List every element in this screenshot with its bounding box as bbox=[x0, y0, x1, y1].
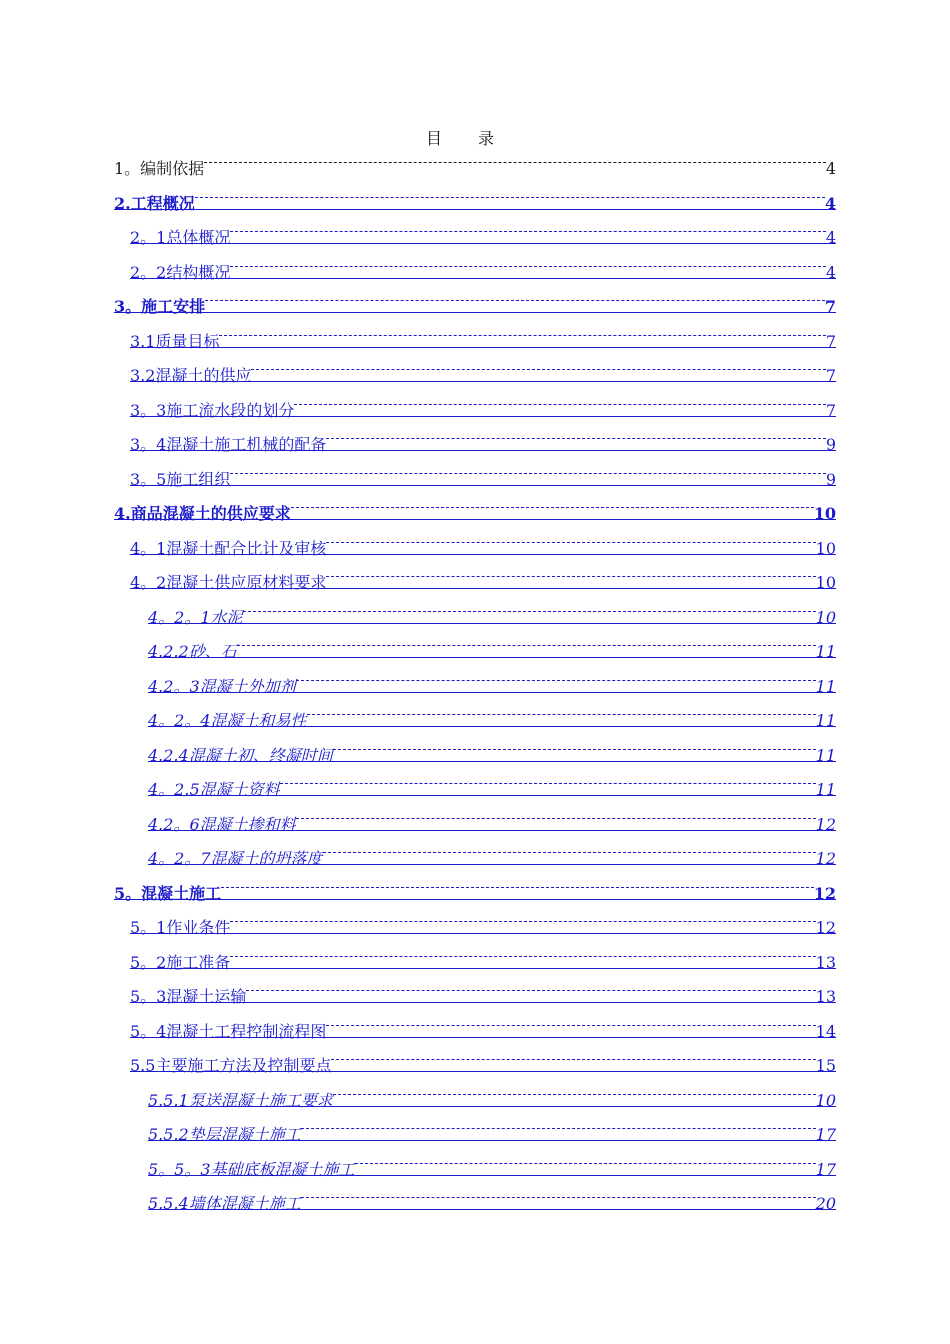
toc-entry-label: 5。2施工准备 bbox=[130, 952, 231, 972]
toc-entry[interactable] bbox=[130, 254, 836, 282]
toc-entry-label: 5.5.4墙体混凝土施工 bbox=[148, 1194, 301, 1213]
toc-entry[interactable] bbox=[148, 840, 836, 868]
toc-entry-label: 1。编制依据 bbox=[114, 159, 205, 178]
toc-leader-line bbox=[296, 668, 816, 692]
toc-entry-label: 5.5.1泵送混凝土施工要求 bbox=[148, 1090, 333, 1110]
toc-entry-label: 4.2。6混凝土掺和料 bbox=[148, 814, 296, 834]
toc-entry-page-number: 11 bbox=[815, 642, 836, 661]
toc-entry[interactable] bbox=[114, 288, 836, 316]
toc-entry-label: 5。3混凝土运输 bbox=[130, 987, 247, 1006]
toc-entry-label: 4.2。3混凝土外加剂 bbox=[148, 676, 296, 696]
toc-entry[interactable] bbox=[148, 1185, 836, 1213]
toc-entry[interactable] bbox=[130, 978, 836, 1006]
toc-entry-page-number: 12 bbox=[813, 883, 836, 903]
toc-leader-line bbox=[230, 254, 825, 278]
toc-entry-page-number: 11 bbox=[815, 676, 836, 696]
toc-entry-label: 2。1总体概况 bbox=[130, 228, 231, 247]
toc-entry-label: 4.2.2砂、石 bbox=[148, 642, 237, 661]
toc-leader-line bbox=[326, 530, 815, 554]
toc-title bbox=[0, 126, 920, 149]
toc-entry-label: 3.1质量目标 bbox=[130, 331, 220, 351]
toc-entry[interactable] bbox=[148, 1151, 836, 1179]
toc-leader-line bbox=[333, 1082, 816, 1106]
toc-leader-line bbox=[355, 1151, 816, 1175]
toc-entry-label: 5.5主要施工方法及控制要点 bbox=[130, 1056, 332, 1075]
toc-entry[interactable] bbox=[130, 426, 836, 454]
toc-entry-label: 4.商品混凝土的供应要求 bbox=[114, 504, 291, 523]
toc-leader-line bbox=[204, 150, 826, 174]
toc-entry-label: 3。5施工组织 bbox=[130, 469, 231, 489]
toc-entry-label: 5。4混凝土工程控制流程图 bbox=[130, 1021, 327, 1041]
toc-leader-line bbox=[323, 840, 816, 864]
toc-entry[interactable] bbox=[130, 530, 836, 558]
toc-entry[interactable] bbox=[130, 323, 836, 351]
toc-leader-line bbox=[243, 599, 816, 623]
toc-entry[interactable] bbox=[148, 599, 836, 627]
toc-entry[interactable] bbox=[114, 495, 836, 523]
toc-leader-line bbox=[326, 564, 815, 588]
toc-entry[interactable] bbox=[130, 461, 836, 489]
toc-entry-label: 4。2混凝土供应原材料要求 bbox=[130, 573, 327, 592]
toc-entry-label: 5。混凝土施工 bbox=[114, 883, 222, 903]
toc-entry-label: 5。5。3基础底板混凝土施工 bbox=[148, 1159, 355, 1179]
toc-leader-line bbox=[331, 1047, 815, 1071]
toc-entry[interactable] bbox=[148, 1082, 836, 1110]
toc-entry[interactable] bbox=[148, 633, 836, 661]
toc-entry-page-number: 12 bbox=[815, 918, 836, 937]
toc-entry-label: 4。2。1水泥 bbox=[148, 607, 243, 627]
toc-entry[interactable] bbox=[148, 806, 836, 834]
toc-entry-page-number: 7 bbox=[825, 400, 836, 420]
toc-entry-page-number: 7 bbox=[825, 366, 836, 385]
toc-entry-page-number: 9 bbox=[825, 435, 836, 454]
toc-entry-page-number: 17 bbox=[815, 1159, 836, 1179]
toc-entry-label: 3。3施工流水段的划分 bbox=[130, 400, 295, 420]
toc-title-left: 目 bbox=[425, 129, 442, 148]
toc-entry-page-number: 14 bbox=[815, 1021, 836, 1041]
toc-entry[interactable] bbox=[130, 1013, 836, 1041]
toc-leader-line bbox=[251, 357, 825, 381]
toc-entry-page-number: 12 bbox=[815, 814, 836, 834]
toc-entry-page-number: 4 bbox=[825, 262, 836, 282]
toc-leader-line bbox=[219, 323, 825, 347]
toc-entry-page-number: 11 bbox=[815, 745, 836, 765]
toc-entry-label: 4。2.5混凝土资料 bbox=[148, 780, 280, 799]
toc-leader-line bbox=[237, 633, 816, 657]
toc-entry[interactable] bbox=[148, 771, 836, 799]
toc-entry-page-number: 13 bbox=[815, 987, 836, 1006]
toc-entry-label: 2。2结构概况 bbox=[130, 262, 231, 282]
toc-entry[interactable] bbox=[130, 1047, 836, 1075]
toc-entry-page-number: 9 bbox=[825, 469, 836, 489]
toc-entry-page-number: 10 bbox=[815, 1090, 836, 1110]
toc-entry-page-number: 4 bbox=[825, 159, 836, 178]
toc-entry-page-number: 11 bbox=[815, 711, 836, 730]
toc-entry[interactable] bbox=[130, 392, 836, 420]
toc-leader-line bbox=[230, 909, 815, 933]
toc-entry[interactable] bbox=[148, 737, 836, 765]
toc-leader-line bbox=[333, 737, 816, 761]
toc-entry-label: 5.5.2垫层混凝土施工 bbox=[148, 1125, 301, 1144]
toc-leader-line bbox=[221, 875, 814, 899]
toc-entry-page-number: 4 bbox=[825, 228, 836, 247]
toc-entry[interactable] bbox=[130, 944, 836, 972]
toc-leader-line bbox=[246, 978, 815, 1002]
toc-entry-label: 4。2。4混凝土和易性 bbox=[148, 711, 307, 730]
toc-entry-page-number: 20 bbox=[815, 1194, 836, 1213]
toc-entry-label: 4。1混凝土配合比计及审核 bbox=[130, 538, 327, 558]
toc-leader-line bbox=[294, 392, 825, 416]
toc-entry-page-number: 10 bbox=[815, 607, 836, 627]
toc-entry-page-number: 4 bbox=[824, 193, 836, 213]
toc-entry[interactable] bbox=[130, 909, 836, 937]
toc-entry-page-number: 11 bbox=[815, 780, 836, 799]
toc-leader-line bbox=[307, 702, 816, 726]
toc-entry-page-number: 10 bbox=[815, 573, 836, 592]
toc-leader-line bbox=[230, 461, 825, 485]
toc-entry-page-number: 7 bbox=[825, 331, 836, 351]
toc-entry[interactable] bbox=[148, 668, 836, 696]
toc-entry-page-number: 10 bbox=[813, 504, 836, 523]
toc-entry-label: 4。2。7混凝土的坍落度 bbox=[148, 849, 323, 868]
toc-entry[interactable] bbox=[148, 1116, 836, 1144]
toc-entry-page-number: 7 bbox=[824, 297, 836, 316]
toc-leader-line bbox=[326, 1013, 815, 1037]
toc-entry[interactable] bbox=[130, 564, 836, 592]
toc-leader-line bbox=[301, 1116, 816, 1140]
toc-leader-line bbox=[326, 426, 825, 450]
toc-entry[interactable] bbox=[114, 875, 836, 903]
toc-entry-label: 2.工程概况 bbox=[114, 193, 195, 213]
toc-entry-label: 3.2混凝土的供应 bbox=[130, 366, 252, 385]
toc-entry-label: 4.2.4混凝土初、终凝时间 bbox=[148, 745, 333, 765]
toc-entry bbox=[114, 150, 836, 178]
toc-leader-line bbox=[230, 219, 825, 243]
toc-leader-line bbox=[280, 771, 816, 795]
toc-entry-label: 3。施工安排 bbox=[114, 297, 206, 316]
toc-leader-line bbox=[205, 288, 825, 312]
toc-entry-page-number: 10 bbox=[815, 538, 836, 558]
toc-entry[interactable] bbox=[148, 702, 836, 730]
toc-entry-label: 3。4混凝土施工机械的配备 bbox=[130, 435, 327, 454]
toc-leader-line bbox=[291, 495, 814, 519]
toc-entry-page-number: 15 bbox=[815, 1056, 836, 1075]
toc-title-right: 录 bbox=[478, 129, 495, 148]
toc-entry[interactable] bbox=[130, 219, 836, 247]
toc-entry-page-number: 12 bbox=[815, 849, 836, 868]
toc-leader-line bbox=[230, 944, 815, 968]
toc-entry-page-number: 13 bbox=[815, 952, 836, 972]
toc-entry[interactable] bbox=[114, 185, 836, 213]
toc-entry-label: 5。1作业条件 bbox=[130, 918, 231, 937]
toc-entry-page-number: 17 bbox=[815, 1125, 836, 1144]
toc-entry[interactable] bbox=[130, 357, 836, 385]
toc-leader-line bbox=[195, 185, 825, 209]
toc-leader-line bbox=[296, 806, 816, 830]
toc-leader-line bbox=[301, 1185, 816, 1209]
